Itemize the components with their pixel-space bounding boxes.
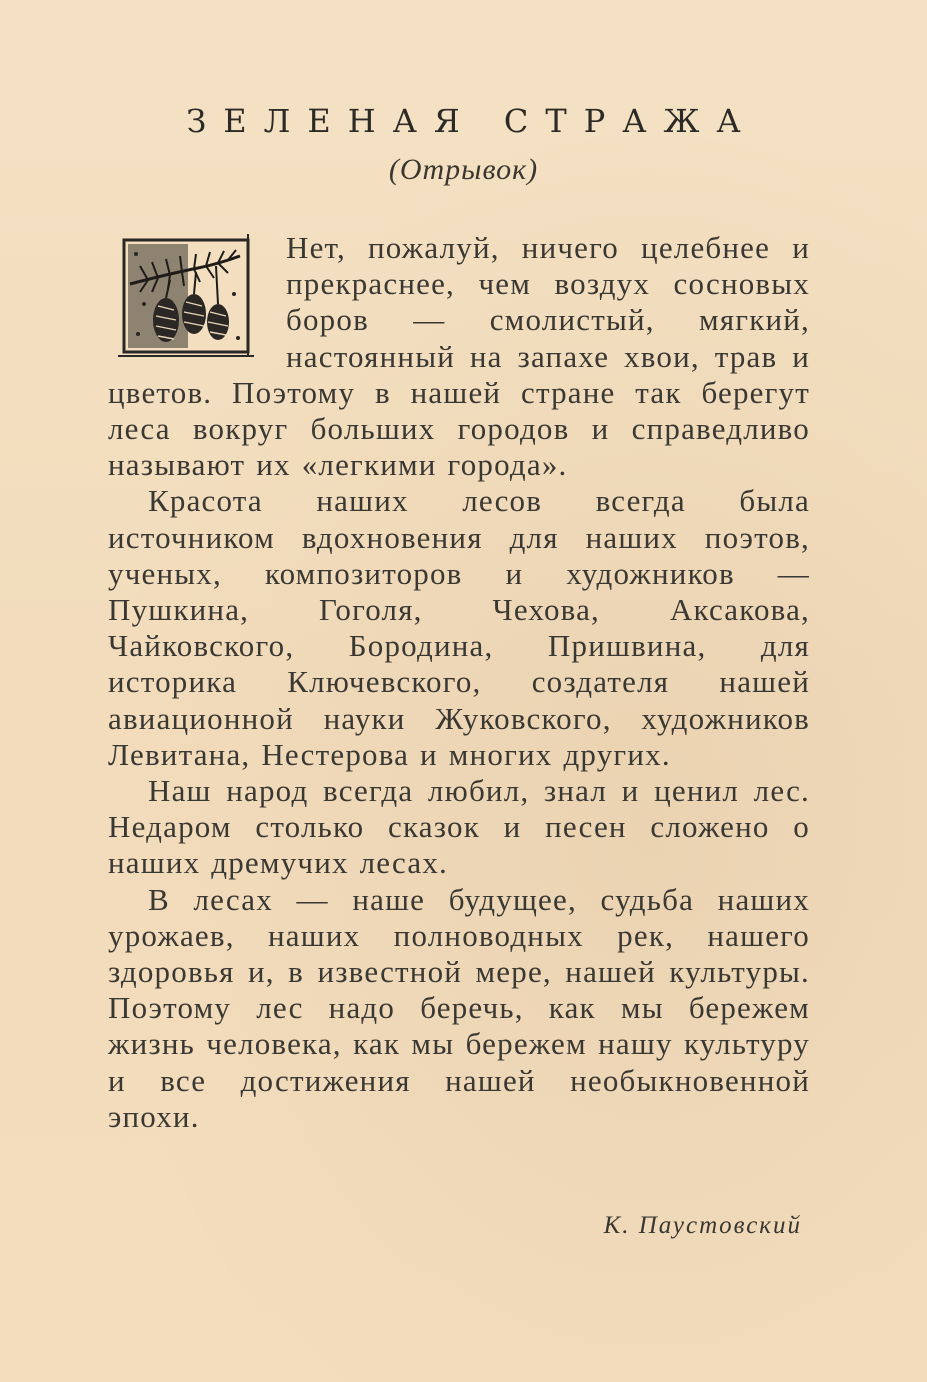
page-subtitle: (Отрывок) [388, 153, 539, 186]
paragraph: Красота наших лесов всегда была источником вдохновения для наших поэтов, ученых, композиторов и художников — Пушкина, Гоголя, Чехова, Аксакова, Чайковского, Бородина, Пришвина, для историка Ключевского, создателя нашей авиационной науки Жуковского, художников Левитана, Нестерова и многих других. [108, 483, 810, 772]
page-title: ЗЕЛЕНАЯ СТРАЖА [186, 102, 758, 140]
author-signature: К. Паустовский [603, 1212, 802, 1239]
pine-branch-cones-icon [118, 234, 254, 360]
paragraph: Нет, пожалуй, ничего целебнее и прекраснее, чем воздух сосновых боров — смолистый, мягкий, настоянный на запахе хвои, трав и цветов. Поэтому в нашей стране так берегут леса вокруг больших городов и справедливо называют их «легкими города». [108, 230, 810, 483]
paragraph: Наш народ всегда любил, знал и ценил лес. Недаром столько сказок и песен сложено о наших дремучих лесах. [108, 773, 810, 881]
article-body [108, 230, 810, 1135]
paragraph: В лесах — наше будущее, судьба наших урожаев, наших полноводных рек, нашего здоровья и, в известной мере, нашей культуры. Поэтому лес надо беречь, как мы бережем жизнь человека, как мы бережем нашу культуру и все достижения нашей необыкновенной эпохи. [108, 881, 810, 1134]
